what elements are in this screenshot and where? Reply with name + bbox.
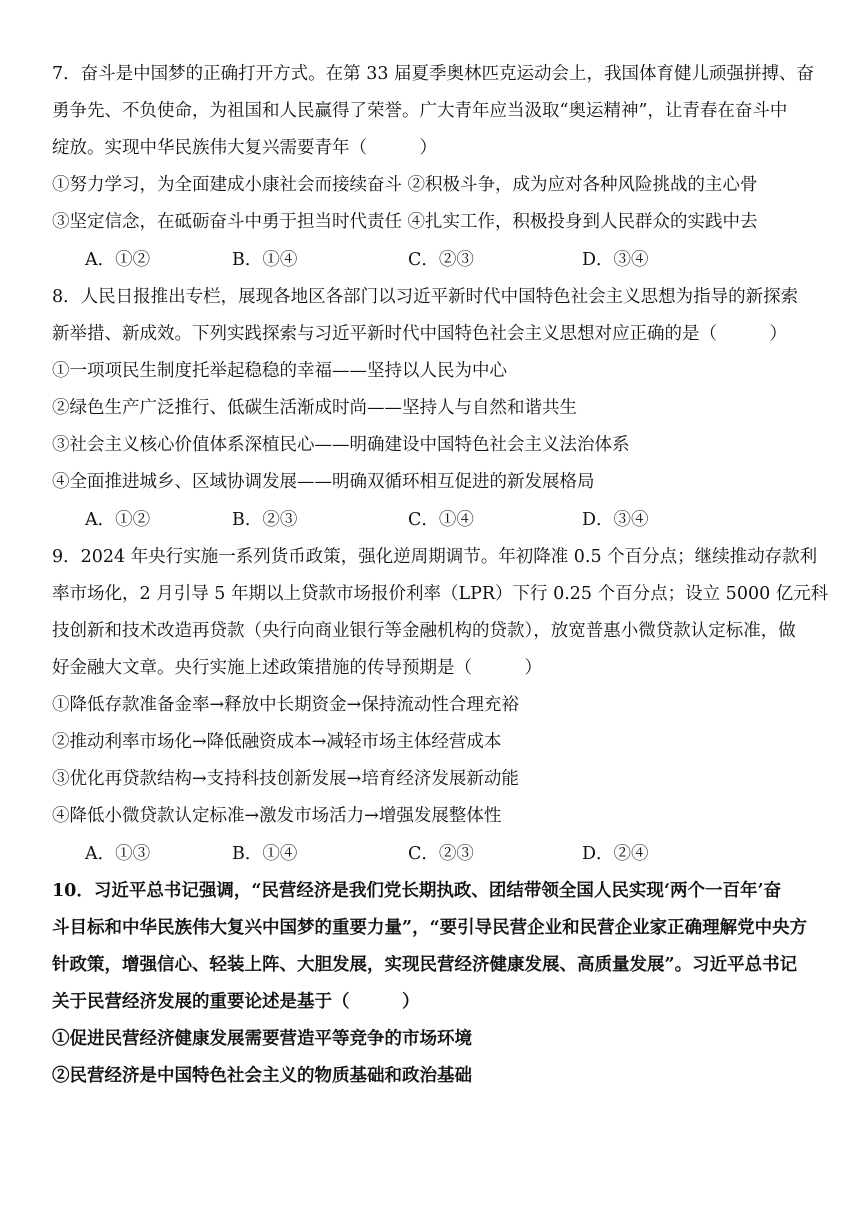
option-d: D．②④ — [582, 844, 649, 864]
question-stem-line: 绽放。实现中华民族伟大复兴需要青年（ ） — [52, 138, 437, 158]
question-stem-line: 关于民营经济发展的重要论述是基于（ ） — [52, 992, 420, 1012]
question-item: ②民营经济是中国特色社会主义的物质基础和政治基础 — [52, 1066, 472, 1086]
question-item: ④全面推进城乡、区域协调发展——明确双循环相互促进的新发展格局 — [52, 472, 595, 492]
question-item: ④降低小微贷款认定标准→激发市场活力→增强发展整体性 — [52, 806, 502, 826]
question-item: ③优化再贷款结构→支持科技创新发展→培育经济发展新动能 — [52, 769, 519, 789]
answer-options — [52, 835, 852, 873]
question-item: ③坚定信念，在砥砺奋斗中勇于担当时代责任 ④扎实工作，积极投身到人民群众的实践中去 — [52, 212, 758, 232]
question-stem-line: 9．2024 年央行实施一系列货币政策，强化逆周期调节。年初降准 0.5 个百分点；继续推动存款利 — [52, 547, 818, 567]
question-stem-line: 针政策，增强信心、轻装上阵、大胆发展，实现民营经济健康发展、高质量发展”。习近平总书记 — [52, 955, 798, 975]
question-stem-line: 新举措、新成效。下列实践探索与习近平新时代中国特色社会主义思想对应正确的是（ ） — [52, 324, 787, 344]
option-a: A．①③ — [85, 844, 151, 864]
option-b: B．②③ — [232, 510, 298, 530]
question-stem-line: 勇争先、不负使命，为祖国和人民赢得了荣誉。广大青年应当汲取“奥运精神”，让青春在奋斗中 — [52, 101, 788, 121]
option-b: B．①④ — [232, 250, 298, 270]
question-item: ①促进民营经济健康发展需要营造平等竞争的市场环境 — [52, 1029, 472, 1049]
option-d: D．③④ — [582, 250, 649, 270]
option-b: B．①④ — [232, 844, 298, 864]
question-7 — [52, 56, 852, 279]
question-stem-line: 好金融大文章。央行实施上述政策措施的传导预期是（ ） — [52, 658, 542, 678]
question-item: ③社会主义核心价值体系深植民心——明确建设中国特色社会主义法治体系 — [52, 435, 630, 455]
question-stem-line: 技创新和技术改造再贷款（央行向商业银行等金融机构的贷款），放宽普惠小微贷款认定标准，做 — [52, 621, 796, 641]
option-c: C．②③ — [408, 844, 474, 864]
option-a: A．①② — [85, 510, 151, 530]
option-d: D．③④ — [582, 510, 649, 530]
answer-options — [52, 501, 852, 539]
answer-options — [52, 241, 852, 279]
exam-page — [52, 56, 852, 1095]
question-item: ①努力学习，为全面建成小康社会而接续奋斗 ②积极斗争，成为应对各种风险挑战的主心骨 — [52, 175, 758, 195]
question-10 — [52, 873, 852, 1095]
option-c: C．②③ — [408, 250, 474, 270]
question-item: ②推动利率市场化→降低融资成本→减轻市场主体经营成本 — [52, 732, 502, 752]
question-item: ①降低存款准备金率→释放中长期资金→保持流动性合理充裕 — [52, 695, 519, 715]
question-item: ②绿色生产广泛推行、低碳生活渐成时尚——坚持人与自然和谐共生 — [52, 398, 577, 418]
question-item: ①一项项民生制度托举起稳稳的幸福——坚持以人民为中心 — [52, 361, 507, 381]
question-9 — [52, 539, 852, 873]
question-stem-line: 7．奋斗是中国梦的正确打开方式。在第 33 届夏季奥林匹克运动会上，我国体育健儿顽强拼搏、奋 — [52, 64, 815, 84]
option-a: A．①② — [85, 250, 151, 270]
question-stem-line: 斗目标和中华民族伟大复兴中国梦的重要力量”，“要引导民营企业和民营企业家正确理解党中央方 — [52, 918, 808, 938]
question-8 — [52, 279, 852, 539]
question-stem-line: 10．习近平总书记强调，“民营经济是我们党长期执政、团结带领全国人民实现‘两个一百年’奋 — [52, 881, 782, 901]
question-stem-line: 8．人民日报推出专栏，展现各地区各部门以习近平新时代中国特色社会主义思想为指导的新探索 — [52, 287, 799, 307]
option-c: C．①④ — [408, 510, 474, 530]
question-stem-line: 率市场化，2 月引导 5 年期以上贷款市场报价利率（LPR）下行 0.25 个百分点；设立 5000 亿元科 — [52, 584, 829, 604]
